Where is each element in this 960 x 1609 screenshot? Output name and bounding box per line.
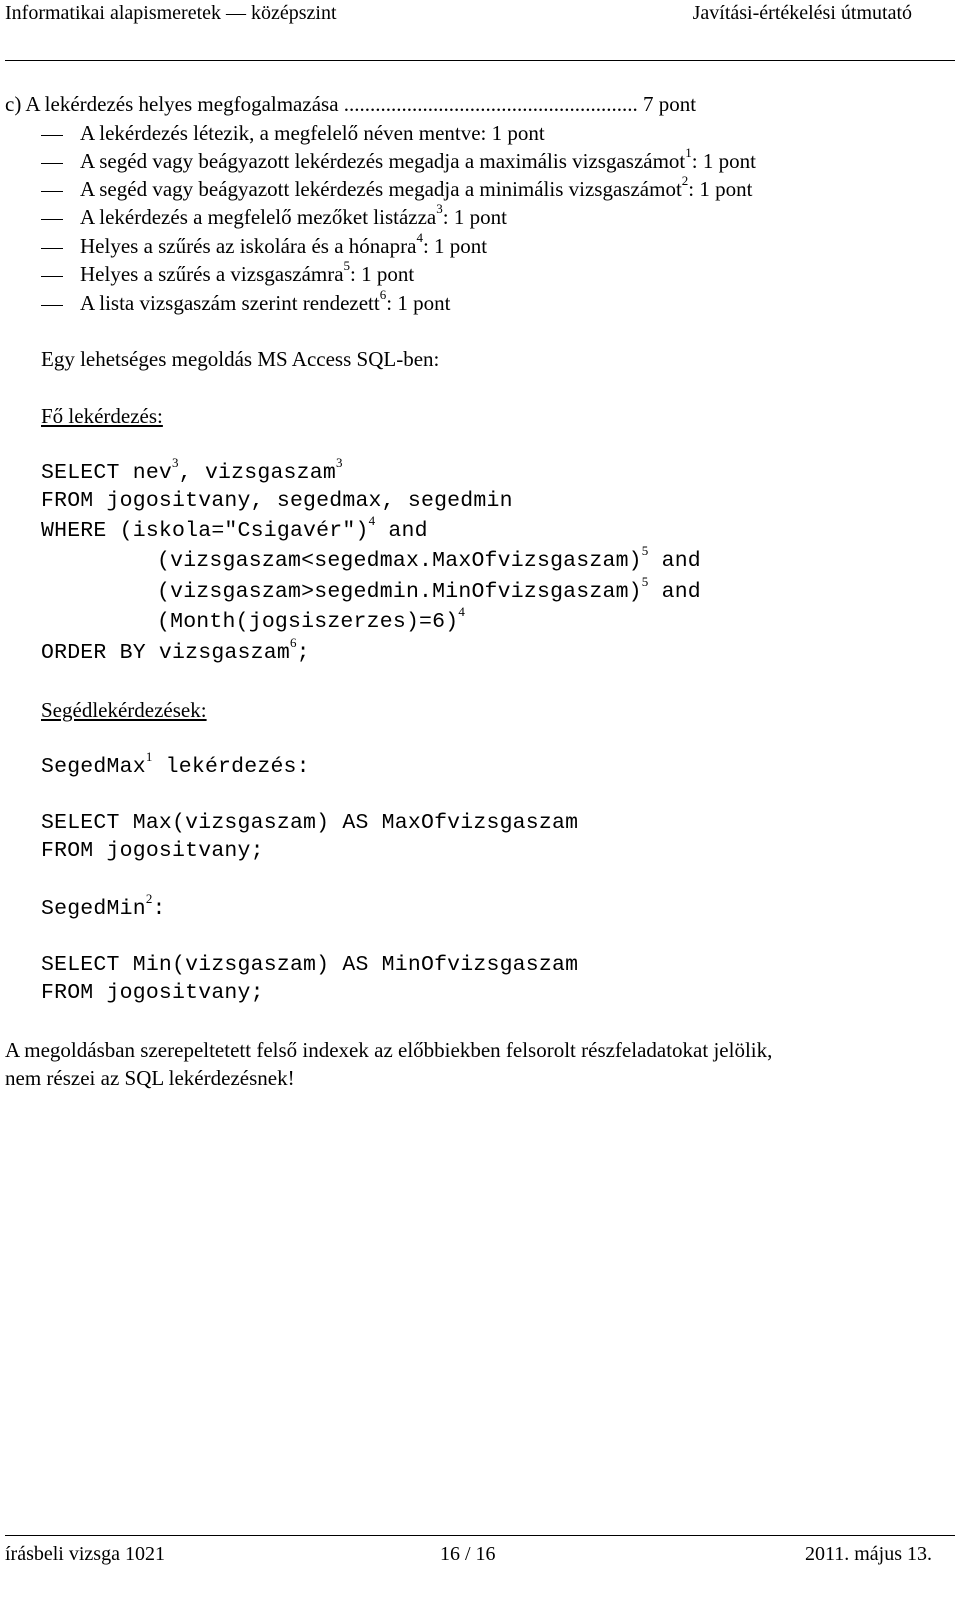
solution-intro: Egy lehetséges megoldás MS Access SQL-ben: xyxy=(41,347,440,371)
segedmax-select: SELECT Max(vizsgaszam) AS MaxOfvizsgaszam xyxy=(41,811,579,835)
sql-sup: 6 xyxy=(289,634,297,650)
note-line-2: nem részei az SQL lekérdezésnek! xyxy=(5,1066,295,1090)
sql-text: and xyxy=(648,580,701,604)
criterion-rest: : 1 pont xyxy=(691,149,756,173)
note-line-1: A megoldásban szerepeltetett felső indexek az előbbiekben felsorolt részfeladatokat jelölik, xyxy=(5,1038,773,1062)
segedmin-from: FROM jogositvany; xyxy=(41,981,264,1005)
criterion-sup: 2 xyxy=(681,173,689,188)
criterion-rest: : 1 pont xyxy=(688,177,753,201)
sql-sup: 2 xyxy=(145,890,153,906)
sql-text: (vizsgaszam>segedmin.MinOfvizsgaszam) xyxy=(157,580,642,604)
sub-queries-heading: Segédlekérdezések: xyxy=(41,698,207,722)
section-title-dots: ........................................................ xyxy=(338,92,638,116)
criterion-sup: 4 xyxy=(416,230,423,245)
sql-text: and xyxy=(375,519,428,543)
sql-text: : xyxy=(152,897,166,921)
dash-bullet xyxy=(41,219,63,220)
criterion-sup: 5 xyxy=(343,258,351,273)
sql-text: SELECT nev xyxy=(41,461,173,485)
sql-text: SegedMax xyxy=(41,755,146,779)
dash-bullet xyxy=(41,305,63,306)
sql-line-select xyxy=(41,454,343,485)
criterion-item xyxy=(0,258,960,290)
criterion-text-wrap xyxy=(80,258,415,287)
criterion-rest: : 1 pont xyxy=(442,205,507,229)
dash-bullet xyxy=(41,135,63,136)
sql-sup: 4 xyxy=(458,603,466,619)
criterion-sup: 3 xyxy=(436,201,443,216)
footer-center: 16 / 16 xyxy=(440,1543,496,1565)
segedmin-label xyxy=(41,890,166,921)
footer-right: 2011. május 13. xyxy=(804,1543,932,1565)
criterion-text-wrap xyxy=(80,173,753,202)
criterion-item xyxy=(0,145,960,177)
dash-bullet xyxy=(41,191,63,192)
criterion-sup: 6 xyxy=(379,287,387,302)
sql-sup: 3 xyxy=(335,454,343,470)
segedmax-from: FROM jogositvany; xyxy=(41,839,264,863)
criterion-text: A lekérdezés létezik, a megfelelő néven mentve: 1 pont xyxy=(80,121,545,145)
segedmax-label xyxy=(41,748,310,779)
section-points: 7 pont xyxy=(637,92,697,116)
main-query-heading: Fő lekérdezés: xyxy=(41,404,163,428)
criterion-item xyxy=(0,201,960,233)
sql-line-from: FROM jogositvany, segedmax, segedmin xyxy=(41,489,513,513)
sql-sup: 5 xyxy=(641,542,649,558)
criterion-rest: : 1 pont xyxy=(350,262,415,286)
criterion-item xyxy=(0,121,960,149)
sql-text: , vizsgaszam xyxy=(178,461,336,485)
sql-text: ; xyxy=(296,641,310,665)
sql-sup: 1 xyxy=(145,748,153,764)
criterion-text: Helyes a szűrés a vizsgaszámra xyxy=(80,262,344,286)
footer-rule xyxy=(5,1535,955,1536)
sql-line-cond-min xyxy=(157,573,701,604)
sql-text: lekérdezés: xyxy=(152,755,310,779)
section-title-text: c) A lekérdezés helyes megfogalmazása xyxy=(5,92,339,116)
sql-text: (Month(jogsiszerzes)=6) xyxy=(157,610,459,634)
footer-left: írásbeli vizsga 1021 xyxy=(5,1543,165,1565)
criterion-item xyxy=(0,173,960,205)
sql-text: (vizsgaszam<segedmax.MaxOfvizsgaszam) xyxy=(157,549,642,573)
criterion-text: A lekérdezés a megfelelő mezőket listázza xyxy=(80,205,437,229)
sql-text: SegedMin xyxy=(41,897,146,921)
criterion-text-wrap xyxy=(80,145,756,174)
criterion-text: Helyes a szűrés az iskolára és a hónapra xyxy=(80,234,417,258)
criterion-sup: 1 xyxy=(685,145,692,160)
criterion-rest: : 1 pont xyxy=(386,291,451,315)
sql-line-cond-max xyxy=(157,542,701,573)
criterion-text-wrap xyxy=(80,230,488,259)
criterion-item xyxy=(0,230,960,262)
dash-bullet xyxy=(41,248,63,249)
sql-text: ORDER BY vizsgaszam xyxy=(41,641,290,665)
header-left: Informatikai alapismeretek — középszint xyxy=(5,2,337,24)
header-right: Javítási-értékelési útmutató xyxy=(692,2,912,24)
criterion-text: A lista vizsgaszám szerint rendezett xyxy=(80,291,380,315)
sql-text: WHERE (iskola="Csigavér") xyxy=(41,519,369,543)
sql-text: and xyxy=(648,549,701,573)
criterion-rest: : 1 pont xyxy=(422,234,488,258)
segedmin-select: SELECT Min(vizsgaszam) AS MinOfvizsgaszam xyxy=(41,953,579,977)
criterion-item xyxy=(0,287,960,319)
criterion-text-wrap xyxy=(80,287,451,316)
dash-bullet xyxy=(41,276,63,277)
sql-line-cond-month xyxy=(157,603,466,634)
criterion-text: A segéd vagy beágyazott lekérdezés megadja a minimális vizsgaszámot xyxy=(80,177,682,201)
criterion-text-wrap xyxy=(80,201,507,230)
sql-sup: 5 xyxy=(641,573,649,589)
dash-bullet xyxy=(41,163,63,164)
sql-sup: 4 xyxy=(368,512,376,528)
sql-line-where xyxy=(41,512,428,543)
section-title xyxy=(5,92,696,117)
sql-sup: 3 xyxy=(172,454,179,470)
criterion-text: A segéd vagy beágyazott lekérdezés megadja a maximális vizsgaszámot xyxy=(80,149,686,173)
sql-line-order xyxy=(41,634,310,665)
header-rule xyxy=(5,60,955,61)
